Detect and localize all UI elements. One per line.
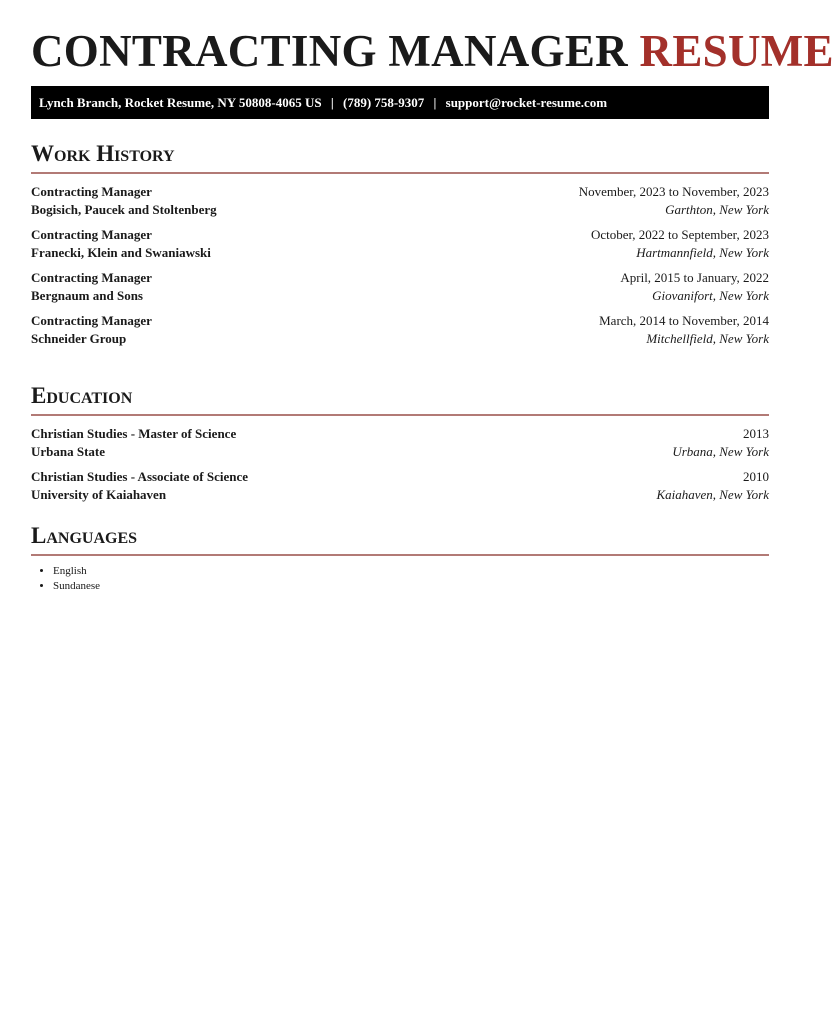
job-role: Contracting Manager [31,270,152,285]
entry-row [31,425,769,443]
section-title: Languages [31,523,138,548]
section-divider [31,172,769,174]
edu-degree: Christian Studies - Master of Science [31,426,237,441]
entry-row [31,269,769,287]
entry [31,183,769,217]
job-dates: March, 2014 to November, 2014 [599,313,769,328]
contact-address: Lynch Branch, Rocket Resume, NY 50808-4065 US [39,95,322,110]
entry-row [31,486,769,504]
edu-school: University of Kaiahaven [31,486,167,502]
entry [31,468,769,502]
entry-row [31,468,769,486]
job-company: Schneider Group [31,330,127,346]
entry-row [31,443,769,461]
job-location: Garthton, New York [665,201,769,217]
entry-row [31,226,769,244]
edu-year: 2013 [743,426,769,441]
section-divider [31,414,769,416]
entry-row [31,287,769,305]
job-role: Contracting Manager [31,184,152,199]
contact-bar [31,86,769,119]
separator: | [330,95,334,110]
edu-location: Urbana, New York [672,443,769,459]
contact-phone: (789) 758-9307 [343,95,425,110]
title-main: CONTRACTING MANAGER [31,26,628,76]
job-dates: April, 2015 to January, 2022 [620,270,769,285]
section-divider [31,554,769,556]
job-company: Franecki, Klein and Swaniawski [31,244,211,260]
entry [31,312,769,346]
job-dates: October, 2022 to September, 2023 [590,227,769,242]
separator: | [433,95,437,110]
job-location: Mitchellfield, New York [646,330,769,346]
job-location: Hartmannfield, New York [636,244,769,260]
section-title: Work History [31,141,175,166]
languages-list [31,564,769,593]
education-section [31,382,769,510]
title-accent: RESUME [639,26,834,76]
entry-row [31,183,769,201]
entry-row [31,201,769,219]
edu-location: Kaiahaven, New York [656,486,769,502]
edu-degree: Christian Studies - Associate of Science [31,469,249,484]
work-history-section [31,140,769,354]
job-role: Contracting Manager [31,227,152,242]
job-location: Giovanifort, New York [652,287,769,303]
resume-title [31,26,834,76]
edu-year: 2010 [743,469,769,484]
language-item: • English [53,564,769,579]
entry [31,269,769,303]
entry-row [31,312,769,330]
job-role: Contracting Manager [31,313,152,328]
section-title: Education [31,383,133,408]
edu-school: Urbana State [31,443,106,459]
entry [31,226,769,260]
entry-row [31,244,769,262]
languages-section [31,522,769,593]
job-company: Bergnaum and Sons [31,287,143,303]
language-item: • Sundanese [53,579,769,594]
contact-email[interactable]: support@rocket-resume.com [445,95,608,110]
entry-row [31,330,769,348]
job-dates: November, 2023 to November, 2023 [578,184,769,199]
job-company: Bogisich, Paucek and Stoltenberg [31,201,217,217]
entry [31,425,769,459]
